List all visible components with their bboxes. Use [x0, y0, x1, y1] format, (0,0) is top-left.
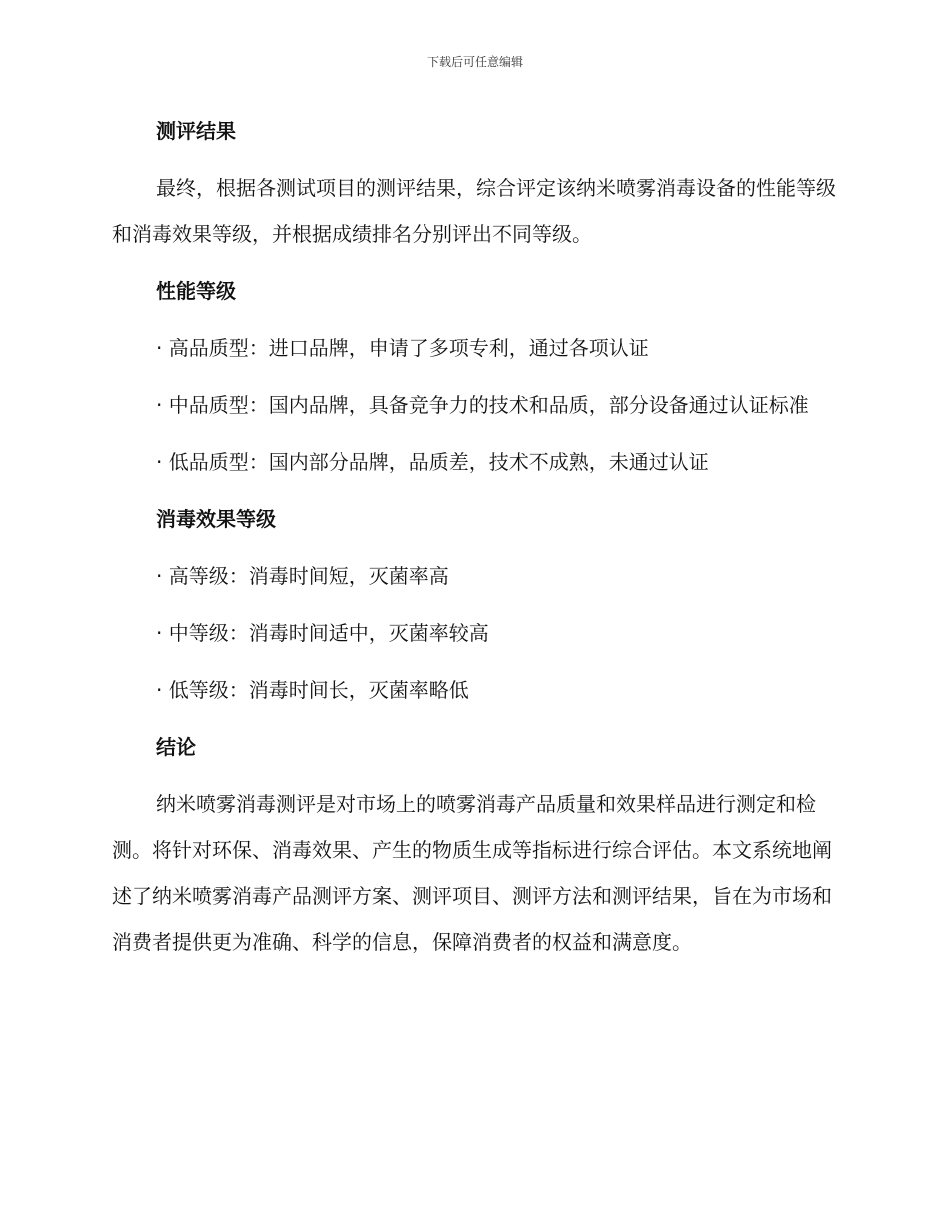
page-header: 下载后可任意编辑 — [426, 55, 523, 69]
performance-item-medium: · 中品质型：国内品牌，具备竞争力的技术和品质，部分设备通过认证标准 — [156, 393, 809, 417]
section-title-disinfection: 消毒效果等级 — [156, 507, 276, 531]
disinfection-item-low: · 低等级：消毒时间长，灭菌率略低 — [156, 678, 469, 702]
disinfection-item-high: · 高等级：消毒时间短，灭菌率高 — [156, 564, 449, 588]
conclusion-paragraph: 纳米喷雾消毒测评是对市场上的喷雾消毒产品质量和效果样品进行测定和检测。将针对环保、消毒效果、产生的物质生成等指标进行综合评估。本文系统地阐述了纳米喷雾消毒产品测评方案、测评项目、测评方法和测评结果，旨在为市场和消费者提供更为准确、科学的信息，保障消费者的权益和满意度。 — [112, 792, 832, 954]
document-body — [112, 108, 838, 976]
performance-item-low: · 低品质型：国内部分品牌，品质差，技术不成熟，未通过认证 — [156, 450, 709, 474]
section-title-results: 测评结果 — [156, 119, 236, 143]
results-paragraph: 最终，根据各测试项目的测评结果，综合评定该纳米喷雾消毒设备的性能等级和消毒效果等级，并根据成绩排名分别评出不同等级。 — [112, 176, 836, 246]
section-title-conclusion: 结论 — [156, 735, 196, 759]
section-title-performance: 性能等级 — [156, 279, 236, 303]
disinfection-item-medium: · 中等级：消毒时间适中，灭菌率较高 — [156, 621, 489, 645]
performance-item-high: · 高品质型：进口品牌，申请了多项专利，通过各项认证 — [156, 336, 649, 360]
